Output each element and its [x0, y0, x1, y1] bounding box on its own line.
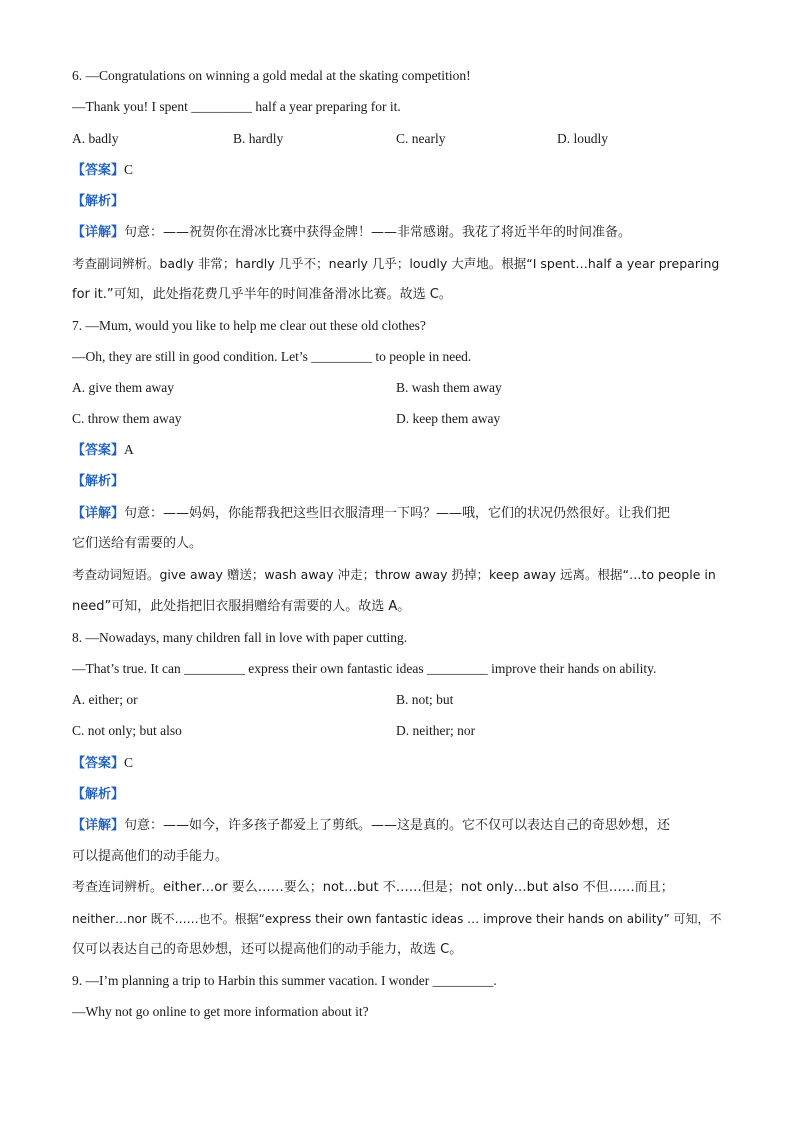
answer-label: 【答案】	[72, 163, 125, 178]
answer-label: 【答案】	[72, 443, 125, 458]
question-6-detail-line: 考查副词辨析。badly 非常；hardly 几乎不；nearly 几乎；loudly 大声地。根据“I spent…half a year preparing	[72, 256, 720, 271]
question-8-option-c: C. not only; but also	[72, 723, 182, 738]
question-8-detail-line: 可以提高他们的动手能力。	[72, 849, 229, 864]
question-8-option-d: D. neither; nor	[396, 723, 476, 738]
question-7-detail-line: 它们送给有需要的人。	[72, 536, 203, 551]
detail-text: 句意：——妈妈，你能帮我把这些旧衣服清理一下吗？——哦，它们的状况仍然很好。让我们把	[124, 506, 671, 521]
detail-label: 【详解】	[72, 506, 125, 521]
answer-value: C	[124, 162, 134, 177]
question-7-answer	[72, 440, 134, 461]
analysis-label: 【解析】	[72, 194, 125, 209]
detail-label: 【详解】	[72, 225, 125, 240]
question-8-analysis-label	[72, 784, 124, 805]
question-6-option-b: B. hardly	[233, 131, 284, 146]
question-8-detail-line: neither…nor 既不……也不。根据“express their own fantastic ideas … improve their hands on ability” 可知，不	[72, 912, 722, 926]
question-6-reply: —Thank you! I spent _________ half a year preparing for it.	[72, 99, 401, 114]
question-6-stem: 6. —Congratulations on winning a gold medal at the skating competition!	[72, 68, 471, 83]
question-8-answer	[72, 753, 133, 774]
question-7-option-d: D. keep them away	[396, 411, 501, 426]
question-7-option-a: A. give them away	[72, 380, 174, 395]
answer-label: 【答案】	[72, 756, 125, 771]
detail-label: 【详解】	[72, 818, 125, 833]
question-6-analysis-label	[72, 191, 124, 212]
question-7-detail-line	[72, 503, 670, 524]
question-8-detail-line	[72, 815, 670, 836]
question-8-option-a: A. either; or	[72, 692, 138, 707]
question-6-detail-line: for it.”可知，此处指花费几乎半年的时间准备滑冰比赛。故选 C。	[72, 287, 452, 302]
detail-text: 句意：——祝贺你在滑冰比赛中获得金牌！——非常感谢。我花了将近半年的时间准备。	[124, 225, 632, 240]
question-7-detail-line: 考查动词短语。give away 赠送；wash away 冲走；throw away 扔掉；keep away 远离。根据“…to people in	[72, 567, 716, 582]
question-7-analysis-label	[72, 471, 124, 492]
analysis-label: 【解析】	[72, 474, 125, 489]
question-7-detail-line: need”可知，此处指把旧衣服捐赠给有需要的人。故选 A。	[72, 599, 411, 614]
question-6-option-c: C. nearly	[396, 131, 446, 146]
question-7-stem: 7. —Mum, would you like to help me clear out these old clothes?	[72, 318, 426, 333]
question-7-option-b: B. wash them away	[396, 380, 502, 395]
question-7-reply: —Oh, they are still in good condition. Let’s _________ to people in need.	[72, 349, 472, 364]
detail-text: 句意：——如今，许多孩子都爱上了剪纸。——这是真的。它不仅可以表达自己的奇思妙想，还	[124, 818, 671, 833]
question-6-answer	[72, 160, 133, 181]
question-6-detail-line	[72, 222, 631, 243]
question-8-detail-line: 仅可以表达自己的奇思妙想，还可以提高他们的动手能力，故选 C。	[72, 942, 463, 957]
question-8-option-b: B. not; but	[396, 692, 454, 707]
answer-value: A	[124, 442, 134, 457]
question-8-detail-line: 考查连词辨析。either…or 要么……要么；not…but 不……但是；not only…but also 不但……而且；	[72, 880, 674, 895]
question-6-option-d: D. loudly	[557, 131, 609, 146]
analysis-label: 【解析】	[72, 787, 125, 802]
question-8-reply: —That’s true. It can _________ express their own fantastic ideas _________ improve their hands on ability.	[72, 661, 657, 676]
answer-value: C	[124, 755, 134, 770]
question-8-stem: 8. —Nowadays, many children fall in love with paper cutting.	[72, 630, 408, 645]
question-7-option-c: C. throw them away	[72, 411, 182, 426]
question-6-option-a: A. badly	[72, 131, 119, 146]
question-9-reply: —Why not go online to get more information about it?	[72, 1004, 369, 1019]
question-9-stem: 9. —I’m planning a trip to Harbin this summer vacation. I wonder _________.	[72, 973, 497, 988]
